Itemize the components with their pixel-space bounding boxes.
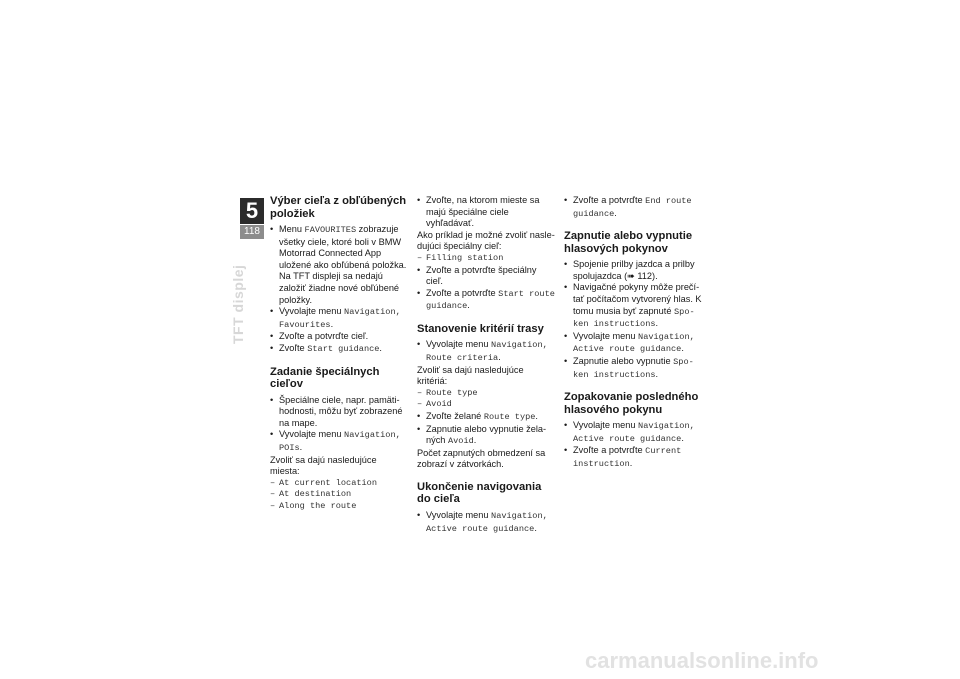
bullet: • Špeciálne ciele, napr. pamätihodnosti, môžu byť zobrazené na mape. [270, 395, 408, 430]
dash-item: – Route type [417, 388, 555, 400]
dash-item: – At current location [270, 478, 408, 490]
bullet: • Zapnutie alebo vypnutie Spoken instructions. [564, 356, 702, 381]
heading-route-criteria: Stanovenie kritérií trasy [417, 322, 544, 335]
heading-special-destinations: Zadanie špeciálnych cieľov [270, 365, 380, 391]
bullet: • Zvoľte Start guidance. [270, 343, 408, 356]
page-number: 118 [240, 225, 264, 239]
bullet: • Vyvolajte menu Navigation, Route criteria. [417, 339, 555, 364]
chapter-number: 5 [240, 198, 264, 224]
heading-end-guidance: Ukončenie navigovania do cieľa [417, 480, 542, 506]
bullet: • Zvoľte a potvrďte End route guidance. [564, 195, 702, 220]
bullet: • Vyvolajte menu Navigation, Active route guidance. [564, 420, 702, 445]
dash-item: – Avoid [417, 399, 555, 411]
column-2 [417, 195, 555, 535]
bullet: • Zvoľte a potvrďte cieľ. [270, 331, 408, 343]
dash-item: – Along the route [270, 501, 408, 513]
bullet: • Spojenie prilby jazdca a prilby spolujazdca (➠ 112). [564, 259, 702, 282]
bullet: • Zapnutie alebo vypnutie želaných Avoid. [417, 424, 555, 448]
column-1 [270, 195, 408, 512]
bullet: • Zvoľte, na ktorom mieste sa majú špeciálne ciele vyhľadávať. [417, 195, 555, 230]
dash-item: – At destination [270, 489, 408, 501]
paragraph: Zvoliť sa dajú nasledujúce miesta: [270, 454, 377, 477]
bullet: • Zvoľte a potvrďte Start route guidance. [417, 288, 555, 313]
bullet: • Zvoľte želané Route type. [417, 411, 555, 424]
paragraph: Počet zapnutých obmedzení sa zobrazí v zátvorkách. [417, 447, 546, 470]
heading-favourites: Výber cieľa z obľúbených položiek [270, 195, 407, 220]
bullet: • Vyvolajte menu Navigation, Active route guidance. [417, 510, 555, 535]
bullet: • Vyvolajte menu Navigation, Active route guidance. [564, 331, 702, 356]
paragraph: Zvoliť sa dajú nasledujúce kritériá: [417, 364, 524, 387]
paragraph: Ako príklad je možné zvoliť nasledujúci špeciálny cieľ: [417, 229, 555, 252]
bullet: • Zvoľte a potvrďte špeciálny cieľ. [417, 265, 555, 288]
chapter-title: TFT displej [230, 264, 246, 344]
bullet: • Menu FAVOURITES zobrazuje všetky ciele, ktoré boli v BMW Motorrad Connected App uložené ako obľúbená položka. Na TFT displeji sa nedajú založiť žiadne nové obľúbené položky. [270, 224, 408, 306]
column-3 [564, 195, 702, 471]
bullet: • Zvoľte a potvrďte Current instruction. [564, 445, 702, 470]
bullet: • Vyvolajte menu Navigation, POIs. [270, 429, 408, 454]
dash-item: – Filling station [417, 253, 555, 265]
heading-repeat-instruction: Zopakovanie posledného hlasového pokynu [564, 391, 699, 416]
watermark: carmanualsonline.info [585, 648, 819, 673]
bullet: • Navigačné pokyny môže prečítať počítačom vytvorený hlas. K tomu musia byť zapnuté Spoken instructions. [564, 282, 702, 330]
heading-voice-instructions: Zapnutie alebo vypnutie hlasových pokynov [564, 230, 693, 255]
bullet: • Vyvolajte menu Navigation, Favourites. [270, 306, 408, 331]
